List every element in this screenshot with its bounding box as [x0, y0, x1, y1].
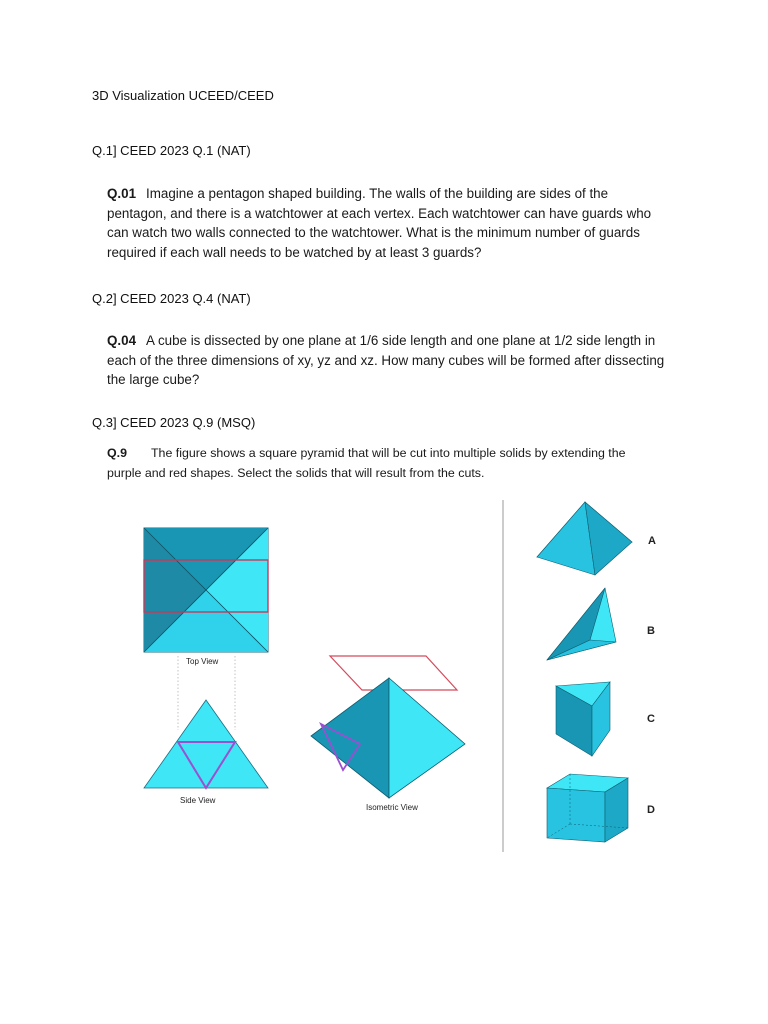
question-2-block: [107, 331, 667, 390]
question-2-text: A cube is dissected by one plane at 1/6 side length and one plane at 1/2 side length in each of the three dimensions of xy, yz and xz. How many cubes will be formed after dissecting the large cube?: [107, 333, 665, 387]
question-3-block: [107, 443, 652, 483]
question-1-heading: Q.1] CEED 2023 Q.1 (NAT): [92, 143, 251, 158]
option-d-solid: [547, 774, 628, 842]
option-c-label: C: [647, 713, 655, 725]
option-a-solid: [537, 502, 632, 575]
question-3-text: The figure shows a square pyramid that will be cut into multiple solids by extending the purple and red shapes. Select the solids that will result from the cuts.: [107, 446, 626, 480]
top-view-drawing: [144, 528, 268, 652]
option-b-label: B: [647, 625, 655, 637]
top-view-label: Top View: [186, 657, 219, 666]
question-2-number: Q.04: [107, 333, 137, 348]
question-3-number: Q.9: [107, 446, 127, 460]
side-view-label: Side View: [180, 796, 216, 805]
option-d-label: D: [647, 804, 655, 816]
isometric-drawing: [311, 656, 465, 798]
question-1-number: Q.01: [107, 186, 137, 201]
question-2-heading: Q.2] CEED 2023 Q.4 (NAT): [92, 291, 251, 306]
question-1-text: Imagine a pentagon shaped building. The walls of the building are sides of the pentagon, and there is a watchtower at each vertex. Each watchtower can have guards who can watch two walls connected to the watchtower. What is the minimum number of guards required if each wall needs to be watched by at least 3 guards?: [107, 186, 652, 260]
doc-title: 3D Visualization UCEED/CEED: [92, 88, 274, 103]
isometric-view-label: Isometric View: [366, 803, 418, 812]
side-view-drawing: [144, 700, 268, 788]
option-b-solid: [547, 588, 616, 660]
option-a-label: A: [648, 535, 656, 547]
option-c-solid: [556, 682, 610, 756]
question-3-heading: Q.3] CEED 2023 Q.9 (MSQ): [92, 415, 256, 430]
question-1-block: [107, 184, 667, 262]
